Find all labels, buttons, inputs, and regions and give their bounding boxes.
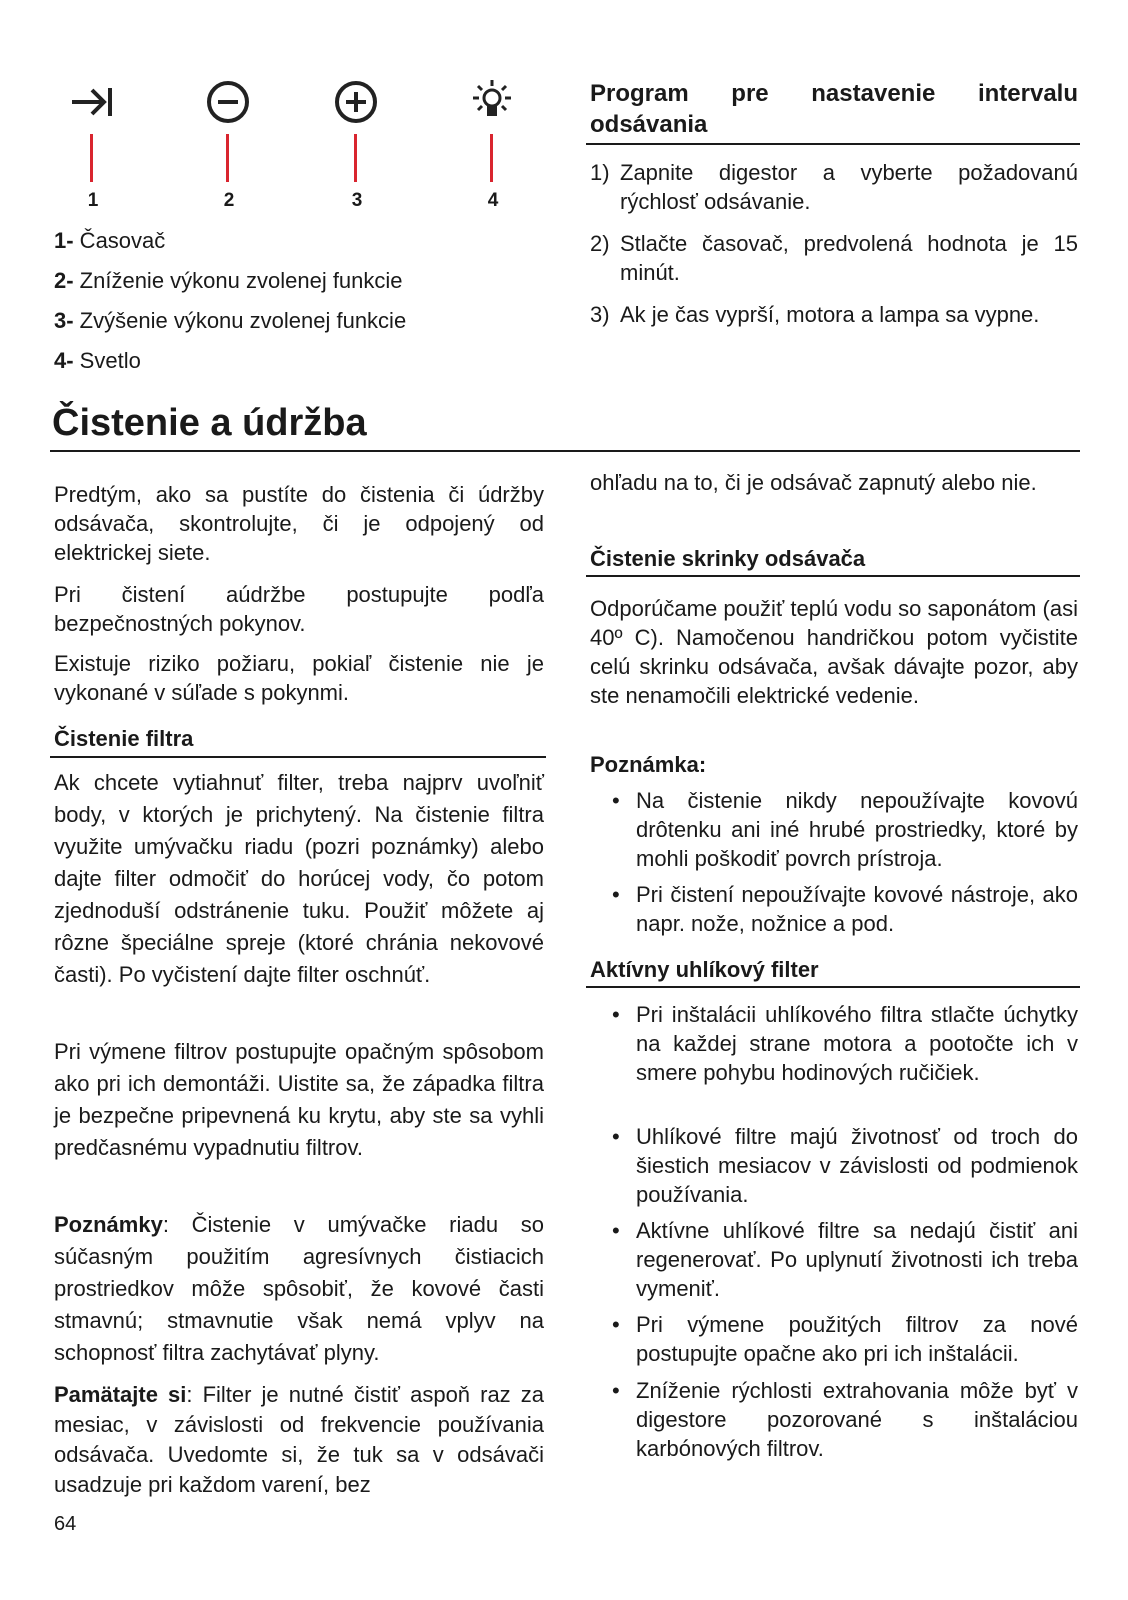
- light-bulb-icon: [468, 78, 516, 126]
- note-text: : Čistenie v umývačke riadu so súčasným použitím agresívnych čistiacich prostriedkov môže spôsobiť, že kovové časti stmavnú; stmavnutie však nemá vplyv na schopnosť filtra zachytávať plyny.: [54, 1212, 544, 1365]
- legend-key: 2-: [54, 268, 74, 293]
- fire-risk-paragraph: Existuje riziko požiaru, pokiaľ čistenie nie je vykonané v súľade s pokynmi.: [54, 651, 544, 705]
- note-label: Poznámky: [54, 1212, 163, 1237]
- legend-key: 4-: [54, 348, 74, 373]
- legend-key: 1-: [54, 228, 74, 253]
- indicator-line: [90, 134, 93, 182]
- note-bullet-1: [612, 786, 1078, 873]
- bullet-text: Aktívne uhlíkové filtre sa nedajú čistiť ani regenerovať. Po uplynutí životnosti ich treba vymeniť.: [636, 1218, 1078, 1301]
- bullet-text: Pri výmene použitých filtrov za nové postupujte opačne ako pri ich inštalácii.: [636, 1312, 1078, 1366]
- bullet-dot: •: [612, 788, 620, 813]
- icon-column-2: [196, 78, 256, 218]
- indicator-line: [354, 134, 357, 182]
- cabinet-heading: Čistenie skrinky odsávača: [590, 546, 866, 571]
- step-text: Zapnite digestor a vyberte požadovanú rýchlosť odsávanie.: [620, 160, 1078, 214]
- legend-text: Zníženie výkonu zvolenej funkcie: [73, 268, 403, 293]
- step-number: 1): [590, 160, 610, 185]
- note-bullet-2: [612, 880, 1078, 938]
- intro-paragraph: Predtým, ako sa pustíte do čistenia či údržby odsávača, skontrolujte, či je odpojený od elektrickej siete.: [54, 482, 544, 565]
- cabinet-heading-rule: [586, 575, 1080, 577]
- carbon-filter-heading: Aktívny uhlíkový filter: [590, 957, 819, 982]
- bullet-dot: •: [612, 1378, 620, 1403]
- indicator-line: [226, 134, 229, 182]
- minus-circle-icon: [204, 78, 252, 126]
- remember-note: [54, 1380, 544, 1500]
- section-title-rule: [50, 450, 1080, 452]
- bullet-dot: •: [612, 1002, 620, 1027]
- bullet-text: Uhlíkové filtre majú životnosť od troch do šiestich mesiacov v závislosti od podmienok používania.: [636, 1124, 1078, 1207]
- bullet-dot: •: [612, 1312, 620, 1337]
- legend-item-2: [54, 266, 403, 295]
- carbon-bullet-5: [612, 1376, 1078, 1463]
- safety-paragraph: Pri čistení aúdržbe postupujte podľa bezpečnostných pokynov.: [54, 582, 544, 636]
- legend-text: Zvýšenie výkonu zvolenej funkcie: [73, 308, 407, 333]
- step-text: Stlačte časovač, predvolená hodnota je 15 minút.: [620, 231, 1078, 285]
- step-text: Ak je čas vyprší, motora a lampa sa vypne.: [620, 302, 1040, 327]
- program-step-1: [590, 158, 1078, 216]
- filter-heading-rule: [50, 756, 546, 758]
- bullet-text: Pri čistení nepoužívajte kovové nástroje, ako napr. nože, nožnice a pod.: [636, 882, 1078, 936]
- legend-key: 3-: [54, 308, 74, 333]
- legend-text: Svetlo: [73, 348, 141, 373]
- bullet-dot: •: [612, 882, 620, 907]
- bullet-dot: •: [612, 1124, 620, 1149]
- control-icons-row: [54, 78, 524, 218]
- plus-circle-icon: [332, 78, 380, 126]
- program-step-2: [590, 229, 1078, 287]
- remember-text: : Filter je nutné čistiť aspoň raz za mesiac, v závislosti od frekvencie používania odsávača. Uvedomte si, že tuk sa v odsávači usadzuje pri každom varení, bez: [54, 1382, 544, 1497]
- dishwasher-note: [54, 1209, 544, 1369]
- icon-column-1: [60, 78, 120, 218]
- note-heading: Poznámka:: [590, 752, 707, 777]
- program-step-3: [590, 300, 1078, 329]
- program-heading-rule: [586, 143, 1080, 145]
- filter-cleaning-paragraph: Ak chcete vytiahnuť filter, treba najprv uvoľniť body, v ktorých je prichytený. Na čistenie filtra využite umývačku riadu (pozri poznámky) alebo dajte filter odmočiť do horúcej vody, čo potom zjednoduší odstránenie tuku. Použiť môžete aj rôzne špeciálne spreje (ktoré chránia nekovové časti). Po vyčistení dajte filter oschnúť.: [54, 770, 544, 987]
- icon-column-4: [460, 78, 520, 218]
- cabinet-paragraph: Odporúčame použiť teplú vodu so saponátom (asi 40º C). Namočenou handričkou potom vyčistite celú skrinku odsávača, avšak dávajte pozor, aby ste nenamočili elektrické vedenie.: [590, 596, 1078, 708]
- legend-text: Časovač: [73, 228, 166, 253]
- remember-label: Pamätajte si: [54, 1382, 187, 1407]
- icon-number: 3: [351, 190, 363, 211]
- icon-number: 2: [223, 190, 235, 211]
- page-number: 64: [54, 1513, 77, 1535]
- timer-arrow-icon: [68, 78, 116, 126]
- filter-heading: Čistenie filtra: [54, 726, 194, 751]
- carbon-bullet-4: [612, 1310, 1078, 1368]
- carbon-filter-heading-rule: [586, 986, 1080, 988]
- bullet-text: Na čistenie nikdy nepoužívajte kovovú drôtenku ani iné hrubé prostriedky, ktoré by mohli poškodiť povrch prístroja.: [636, 788, 1078, 871]
- bullet-text: Pri inštalácii uhlíkového filtra stlačte úchytky na každej strane motora a pootočte ich v smere pohybu hodinových ručičiek.: [636, 1002, 1078, 1085]
- indicator-line: [490, 134, 493, 182]
- legend-item-1: [54, 226, 165, 255]
- section-title: Čistenie a údržba: [52, 402, 367, 444]
- bullet-dot: •: [612, 1218, 620, 1243]
- icon-number: 1: [87, 190, 99, 211]
- legend-item-3: [54, 306, 406, 335]
- icon-column-3: [324, 78, 384, 218]
- step-number: 3): [590, 302, 610, 327]
- carbon-bullet-1: [612, 1000, 1078, 1087]
- icon-number: 4: [487, 190, 499, 211]
- bullet-text: Zníženie rýchlosti extrahovania môže byť v digestore pozorované s inštaláciou karbónových filtrov.: [636, 1378, 1078, 1461]
- step-number: 2): [590, 231, 610, 256]
- legend-item-4: [54, 346, 141, 375]
- filter-replacement-paragraph: Pri výmene filtrov postupujte opačným spôsobom ako pri ich demontáži. Uistite sa, že západka filtra je bezpečne pripevnená ku krytu, aby ste sa vyhli predčasnému vypadnutiu filtrov.: [54, 1039, 544, 1160]
- carbon-bullet-2: [612, 1122, 1078, 1209]
- continued-paragraph: ohľadu na to, či je odsávač zapnutý alebo nie.: [590, 470, 1037, 495]
- program-heading: Program pre nastavenie intervalu odsávania: [590, 80, 1078, 138]
- carbon-bullet-3: [612, 1216, 1078, 1303]
